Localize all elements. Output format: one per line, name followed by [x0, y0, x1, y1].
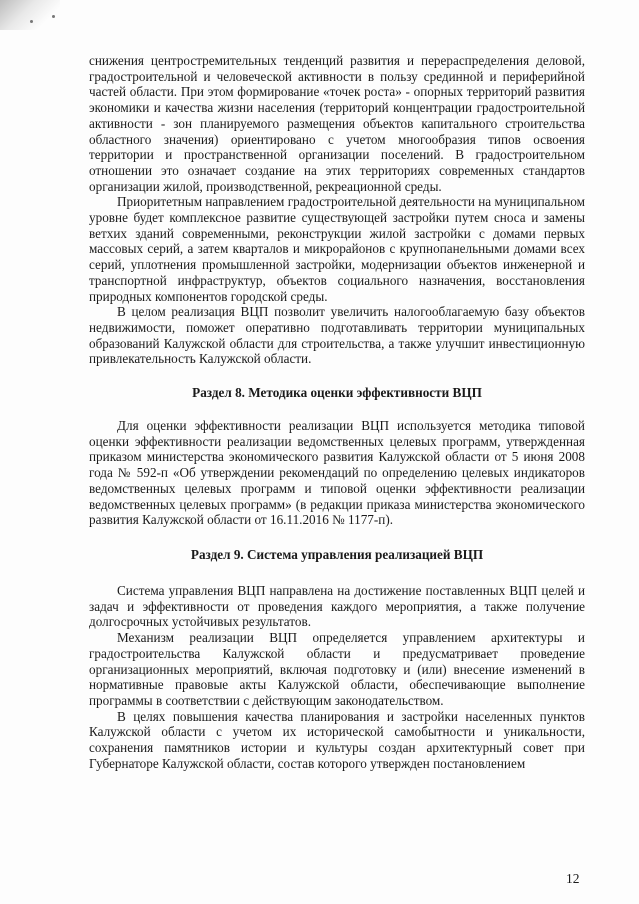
section-9-paragraph-architectural-council: В целях повышения качества планирования и застройки населенных пунктов Калужской области с учетом их исторической самобытности и уникальности, сохранения памятников истории и культуры создан архитектурный совет при Губернаторе Калужской области, состав которого утвержден постановлением — [89, 708, 585, 771]
section-8-title: Раздел 8. Методика оценки эффективности ВЦП — [192, 385, 482, 401]
section-9-title: Раздел 9. Система управления реализацией ВЦП — [190, 546, 484, 562]
scan-speck — [30, 20, 33, 23]
scan-artifact — [0, 0, 60, 30]
paragraph-intro: снижения центростремительных тенденций развития и перераспределения деловой, градостроительной и человеческой активности в пользу срединной и периферийной частей области. При этом формирование «точек роста» - опорных территорий развития экономики и качества жизни населения (территорий концентрации градостроительной активности - зон планируемого размещения объектов капитального строительства областного значения) ориентировано с учетом многообразия типов освоения территории и пространственной организации поселений. В градостроительном отношении это означает создание на этих территориях современных стандартов организации жилой, производственной, рекреационной среды. — [89, 53, 585, 194]
section-9-paragraph-management: Система управления ВЦП направлена на достижение поставленных ВЦП целей и задач и эффективности от проведения каждого мероприятия, а также получение долгосрочных устойчивых результатов. — [89, 582, 585, 630]
page-number: 12 — [566, 871, 580, 886]
section-8-paragraph: Для оценки эффективности реализации ВЦП используется методика типовой оценки эффективности реализации ведомственных целевых программ, утвержденная приказом министерства экономического развития Калужской области от 5 июня 2008 года № 592-п «Об утверждении рекомендаций по определению целевых индикаторов ведомственных целевых программ и типовой оценки эффективности реализации ведомственных целевых программ» (в редакции приказа министерства экономического развития Калужской области от 16.11.2016 № 1177-п). — [89, 418, 585, 528]
section-9-paragraph-mechanism: Механизм реализации ВЦП определяется управлением архитектуры и градостроительства Калужской области и предусматривает проведение организационных мероприятий, включая подготовку и (или) внесение изменений в нормативные правовые акты Калужской области, обеспечивающие выполнение программы в соответствии с действующим законодательством. — [89, 630, 585, 708]
document-body — [89, 53, 585, 771]
scan-speck — [52, 15, 55, 18]
paragraph-priority-direction: Приоритетным направлением градостроительной деятельности на муниципальном уровне будет комплексное развитие существующей застройки путем сноса и замены ветхих зданий современными, реконструкции жилой застройки с домами первых массовых серий, а затем кварталов и микрорайонов с крупнопанельными домами всех серий, уплотнения промышленной застройки, модернизации объектов инженерной и транспортной инфраструктур, объектов социального назначения, восстановления природных компонентов городской среды. — [89, 194, 585, 304]
paragraph-overall-result: В целом реализация ВЦП позволит увеличить налогооблагаемую базу объектов недвижимости, поможет оперативно подготавливать территории муниципальных образований Калужской области для строительства, а также улучшит инвестиционную привлекательность Калужской области. — [89, 304, 585, 367]
